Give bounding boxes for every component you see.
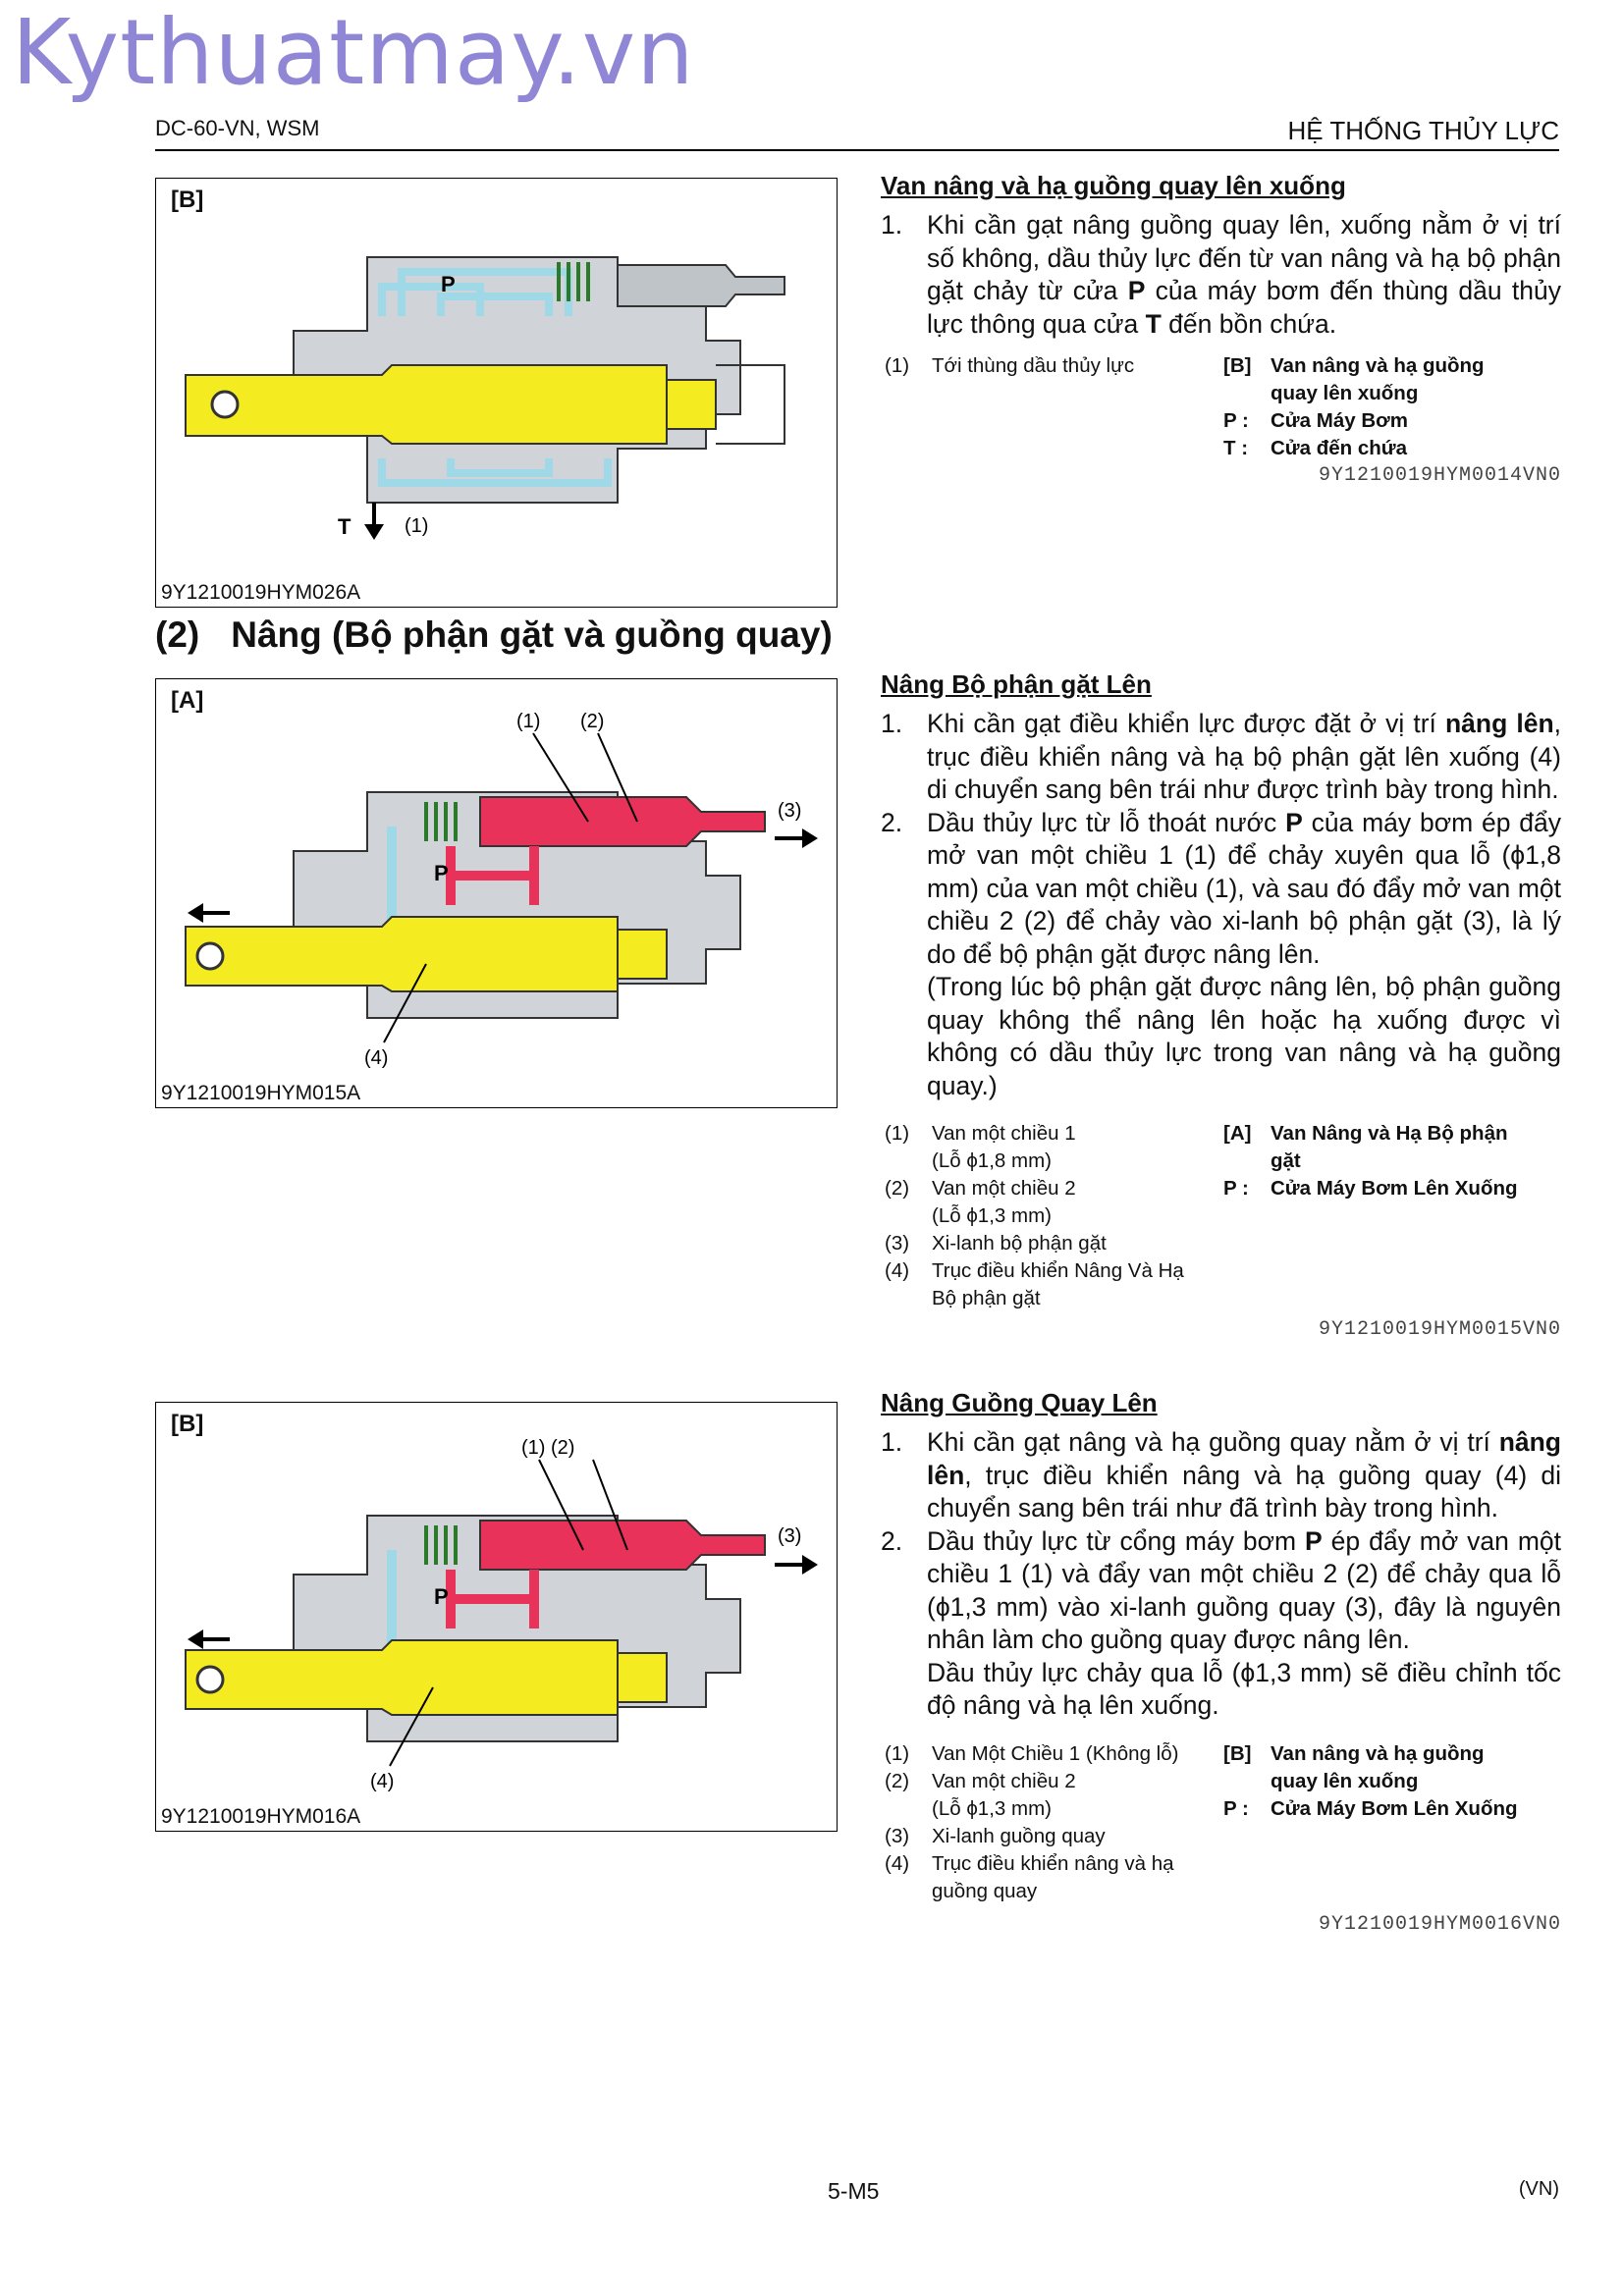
section-2-note: (Trong lúc bộ phận gặt được nâng lên, bộ phận guồng quay không thể nâng lên hoặc hạ xuống được vì không có dầu thủy lực trong van nâng và hạ guồng quay.) xyxy=(927,972,1561,1100)
legend-item: P : Cửa Máy Bơm Lên Xuống xyxy=(1223,1177,1518,1200)
figure-2-label: [A] xyxy=(171,687,204,714)
section-3-note: Dầu thủy lực chảy qua lỗ (ϕ1,3 mm) sẽ điều chỉnh tốc độ nâng và hạ lên xuống. xyxy=(927,1657,1561,1720)
section-3-body xyxy=(881,1426,1561,1723)
section-3-item-1: 1. Khi cần gạt nâng và hạ guồng quay nằm ở vị trí nâng lên, trục điều khiển nâng và hạ guồng quay (4) di chuyển sang bên trái như đã trình bày trong hình. xyxy=(881,1427,1561,1522)
figure-3 xyxy=(155,1402,838,1832)
section-2 xyxy=(881,669,1561,1341)
legend-item: (4) Trục điều khiển Nâng Và Hạ Bộ phận gặt xyxy=(885,1259,1184,1309)
legend-item: (1) Tới thùng dầu thủy lực xyxy=(885,354,1135,377)
arrow-left-icon xyxy=(188,1629,203,1649)
section-2-legend xyxy=(881,1120,1561,1310)
section-2-code: 9Y1210019HYM0015VN0 xyxy=(1318,1318,1561,1341)
legend-item: [B] Van nâng và hạ guồng quay lên xuống xyxy=(1223,354,1485,404)
section-3-item-2: 2. Dầu thủy lực từ cổng máy bơm P ép đẩy mở van một chiều 1 (1) và đẩy van một chiều 2 (2) để chảy qua lỗ (ϕ1,3 mm) vào xi-lanh guồng quay (3), đây là nguyên nhân làm cho guồng quay được nâng lên. xyxy=(881,1525,1562,1654)
section-2-title: Nâng Bộ phận gặt Lên xyxy=(881,669,1152,699)
section-1 xyxy=(881,171,1561,487)
legend-item: [B] Van nâng và hạ guồng quay lên xuống xyxy=(1223,1741,1485,1792)
figure-3-callout-4: (4) xyxy=(370,1771,395,1792)
legend-item: P : Cửa Máy Bơm xyxy=(1223,409,1408,432)
section-1-item-1: 1. Khi cần gạt nâng guồng quay lên, xuống nằm ở vị trí số không, dầu thủy lực đến từ van nâng và hạ bộ phận gặt chảy từ cửa P của máy bơm đến thùng dầu thủy lực thông qua cửa T đến bồn chứa. xyxy=(881,210,1561,339)
figure-2-code: 9Y1210019HYM015A xyxy=(161,1082,361,1104)
figure-1-code: 9Y1210019HYM026A xyxy=(161,581,361,604)
section-2-item-2: 2. Dầu thủy lực từ lỗ thoát nước P của máy bơm ép đẩy mở van một chiều 1 (1) để chảy xuyên qua lỗ (ϕ1,8 mm) của van một chiều (1), và sau đó đẩy mở van một chiều 2 (2) để chảy vào xi-lanh bộ phận gặt (3), là lý do để bộ phận gặt được nâng lên. xyxy=(881,807,1562,969)
figure-1 xyxy=(155,178,838,608)
legend-item: (1) Van một chiều 1 (Lỗ ϕ1,8 mm) xyxy=(885,1122,1076,1172)
arrow-right-icon xyxy=(802,828,818,848)
section-1-code: 9Y1210019HYM0014VN0 xyxy=(1318,464,1561,487)
figure-3-callout-1-2: (1) (2) xyxy=(521,1437,575,1459)
legend-item: (3) Xi-lanh bộ phận gặt xyxy=(885,1232,1107,1255)
figure-3-callout-3: (3) xyxy=(778,1525,802,1547)
legend-item: T : Cửa đến chứa xyxy=(1223,437,1408,459)
figure-2-callout-3: (3) xyxy=(778,800,802,822)
legend-item: P : Cửa Máy Bơm Lên Xuống xyxy=(1223,1796,1518,1820)
figure-1-callout-1: (1) xyxy=(405,515,429,537)
section-1-legend xyxy=(881,352,1561,458)
section-3-legend xyxy=(881,1740,1561,1905)
figure-3-diagram xyxy=(156,1403,837,1831)
figure-2-callout-1: (1) xyxy=(516,711,541,732)
section-3 xyxy=(881,1388,1561,1936)
figure-1-port-t: T xyxy=(338,514,352,539)
figure-3-code: 9Y1210019HYM016A xyxy=(161,1805,361,1828)
figure-2 xyxy=(155,678,838,1108)
header-doc-code: DC-60-VN, WSM xyxy=(155,116,320,140)
section-3-code: 9Y1210019HYM0016VN0 xyxy=(1318,1912,1561,1936)
arrow-down-icon xyxy=(364,524,384,540)
section-3-title: Nâng Guồng Quay Lên xyxy=(881,1388,1158,1417)
figure-2-callout-2: (2) xyxy=(580,711,605,732)
header-rule xyxy=(155,149,1559,151)
arrow-left-icon xyxy=(188,903,203,923)
figure-3-label: [B] xyxy=(171,1411,204,1437)
legend-item: (1) Van Một Chiều 1 (Không lỗ) xyxy=(885,1741,1179,1765)
section-1-title: Van nâng và hạ guồng quay lên xuống xyxy=(881,171,1346,200)
figure-2-callout-4: (4) xyxy=(364,1047,389,1069)
section-1-body xyxy=(881,209,1561,341)
figure-1-port-p: P xyxy=(441,272,456,296)
header-section-title: HỆ THỐNG THỦY LỰC xyxy=(1287,116,1559,145)
legend-item: (4) Trục điều khiển nâng và hạ guồng quay xyxy=(885,1851,1174,1902)
figure-3-port-p: P xyxy=(434,1584,449,1609)
footer-page-number: 5-M5 xyxy=(828,2178,880,2204)
arrow-right-icon xyxy=(802,1555,818,1575)
section-2-body xyxy=(881,708,1561,1102)
legend-item: (3) Xi-lanh guồng quay xyxy=(885,1824,1106,1847)
figure-1-label: [B] xyxy=(171,187,204,213)
figure-2-diagram xyxy=(156,679,837,1107)
section-2-item-1: 1. Khi cần gạt điều khiển lực được đặt ở vị trí nâng lên, trục điều khiển nâng và hạ bộ phận gặt lên xuống (4) di chuyển sang bên trái như được trình bày trong hình. xyxy=(881,709,1561,804)
footer-language: (VN) xyxy=(1518,2178,1559,2200)
heading-2: (2) Nâng (Bộ phận gặt và guồng quay) xyxy=(155,614,833,655)
figure-2-port-p: P xyxy=(434,861,449,885)
legend-item: (2) Van một chiều 2 (Lỗ ϕ1,3 mm) xyxy=(885,1769,1076,1820)
legend-item: [A] Van Nâng và Hạ Bộ phận gặt xyxy=(1223,1122,1508,1172)
legend-item: (2) Van một chiều 2 (Lỗ ϕ1,3 mm) xyxy=(885,1177,1076,1227)
figure-1-diagram xyxy=(156,179,837,607)
watermark-logo: Kythuatmay.vn xyxy=(12,0,695,105)
